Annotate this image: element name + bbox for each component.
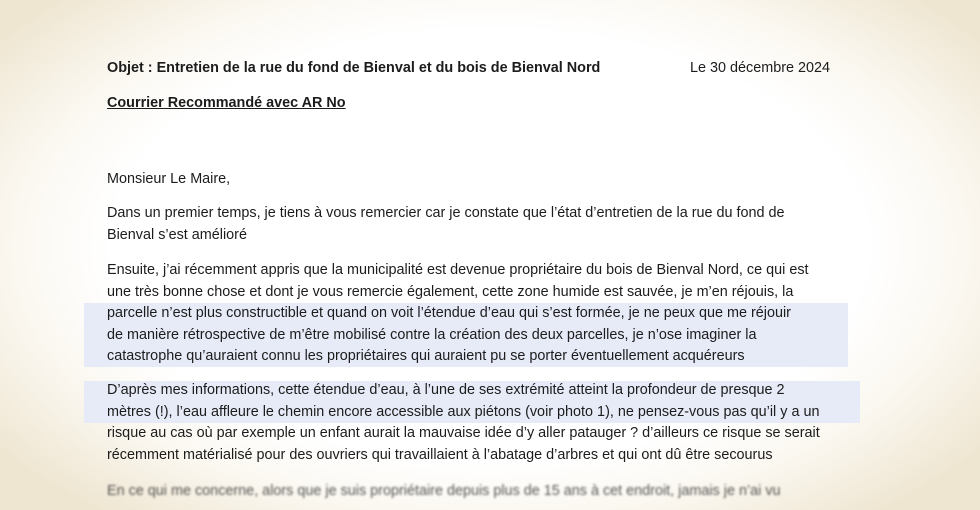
greeting-text: Monsieur Le Maire, xyxy=(107,171,231,187)
text-line: D’après mes informations, cette étendue d’eau, à l’une de ses extrémité atteint la profondeur de presque 2 xyxy=(107,382,785,398)
text-line: catastrophe qu’auraient connu les propriétaires qui auraient pu se porter éventuellement acquéreurs xyxy=(107,348,745,364)
letter-date: Le 30 décembre 2024 xyxy=(690,60,831,76)
text-line: de manière rétrospective de m’être mobilisé contre la création des deux parcelles, je n’ose imaginer la xyxy=(107,326,757,343)
paragraph-2 xyxy=(107,260,887,368)
text-line: mètres (!), l’eau affleure le chemin encore accessible aux piétons (voir photo 1), ne pensez-vous pas qu’il y a un xyxy=(107,403,820,420)
paragraph-4-faded xyxy=(107,481,887,503)
greeting xyxy=(107,169,887,191)
registered-mail-line: Courrier Recommandé avec AR No xyxy=(107,95,346,111)
text-line: une très bonne chose et dont je vous remercie également, cette zone humide est sauvée, je m’en réjouis, la xyxy=(107,283,794,300)
text-line: Ensuite, j’ai récemment appris que la municipalité est devenue propriétaire du bois de Bienval Nord, ce qui est xyxy=(107,262,809,278)
text-line: Bienval s’est amélioré xyxy=(107,226,247,243)
paragraph-3 xyxy=(107,380,887,466)
text-line: récemment matérialisé pour des ouvriers qui travaillaient à l’abatage d’arbres et qui ont dû être secourus xyxy=(107,446,773,463)
paragraph-1 xyxy=(107,203,887,246)
text-line: parcelle n’est plus constructible et quand on voit l’étendue d’eau qui s’est formée, je ne peux que me réjouir xyxy=(107,305,791,321)
text-line: En ce qui me concerne, alors que je suis propriétaire depuis plus de 15 ans à cet endroit, jamais je n’ai vu xyxy=(107,483,781,499)
text-line: risque au cas où par exemple un enfant aurait la mauvaise idée d’y aller patauger ? d’ailleurs ce risque se serait xyxy=(107,425,820,441)
text-line: Dans un premier temps, je tiens à vous remercier car je constate que l’état d’entretien de la rue du fond de xyxy=(107,205,785,221)
letter-subject: Objet : Entretien de la rue du fond de Bienval et du bois de Bienval Nord xyxy=(107,60,601,76)
